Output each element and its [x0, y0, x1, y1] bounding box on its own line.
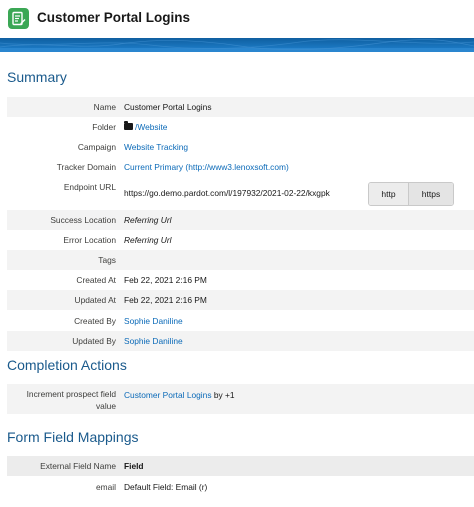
completion-section-title: Completion Actions [7, 357, 127, 373]
summary-row-updated-by [7, 331, 474, 351]
row-value: Feb 22, 2021 2:16 PM [124, 295, 207, 305]
summary-row-success-location [7, 210, 474, 230]
folder-value[interactable] [124, 122, 167, 132]
row-label: Created At [76, 275, 116, 285]
summary-row-campaign [7, 137, 474, 157]
updated-by-link[interactable]: Sophie Daniline [124, 336, 183, 346]
mappings-section-title: Form Field Mappings [7, 429, 139, 445]
row-label: Updated By [72, 336, 116, 346]
summary-row-created-at [7, 270, 474, 290]
row-label: Tags [98, 255, 116, 265]
summary-row-updated-at [7, 290, 474, 310]
completion-field-link[interactable]: Customer Portal Logins [124, 390, 212, 400]
mappings-header-value: Field [124, 461, 144, 471]
row-label: Campaign [77, 142, 116, 152]
row-label: Error Location [63, 235, 116, 245]
row-label: Tracker Domain [56, 162, 116, 172]
http-button[interactable]: http [369, 183, 409, 205]
form-handler-icon [8, 8, 29, 29]
mappings-header-row [7, 456, 474, 476]
endpoint-url-value: https://go.demo.pardot.com/l/197932/2021-02-22/kxgpk [124, 188, 330, 198]
row-label: Name [93, 102, 116, 112]
row-label: Increment prospect field value [26, 389, 116, 411]
folder-icon [124, 123, 133, 130]
protocol-toggle [368, 182, 454, 206]
created-by-link[interactable]: Sophie Daniline [124, 316, 183, 326]
row-value: Referring Url [124, 215, 172, 225]
summary-section-title: Summary [7, 69, 67, 85]
page-header [0, 0, 474, 38]
row-label: Folder [92, 122, 116, 132]
summary-row-endpoint-url [7, 177, 474, 210]
campaign-link[interactable]: Website Tracking [124, 142, 189, 152]
row-label: email [95, 482, 116, 492]
row-label: Success Location [50, 215, 116, 225]
completion-action-suffix: by +1 [213, 390, 235, 400]
mapping-row-email [7, 477, 474, 497]
folder-link[interactable]: /Website [135, 122, 168, 132]
summary-row-created-by [7, 311, 474, 331]
summary-row-error-location [7, 230, 474, 250]
https-button[interactable]: https [409, 183, 453, 205]
page-title: Customer Portal Logins [37, 10, 191, 25]
header-banner [0, 38, 474, 52]
row-label: Endpoint URL [63, 182, 116, 192]
row-value: Default Field: Email (r) [124, 482, 208, 492]
summary-row-tags [7, 250, 474, 270]
mappings-header-label: External Field Name [40, 461, 116, 471]
tracker-domain-link[interactable]: Current Primary (http://www3.lenoxsoft.com) [124, 162, 289, 172]
summary-row-tracker-domain [7, 157, 474, 177]
completion-action-value [124, 390, 235, 400]
summary-row-name [7, 97, 474, 117]
completion-action-row [7, 384, 474, 414]
row-label: Created By [74, 316, 116, 326]
row-value: Feb 22, 2021 2:16 PM [124, 275, 207, 285]
row-value: Customer Portal Logins [124, 102, 212, 112]
summary-row-folder [7, 117, 474, 137]
row-value: Referring Url [124, 235, 172, 245]
row-label: Updated At [74, 295, 116, 305]
